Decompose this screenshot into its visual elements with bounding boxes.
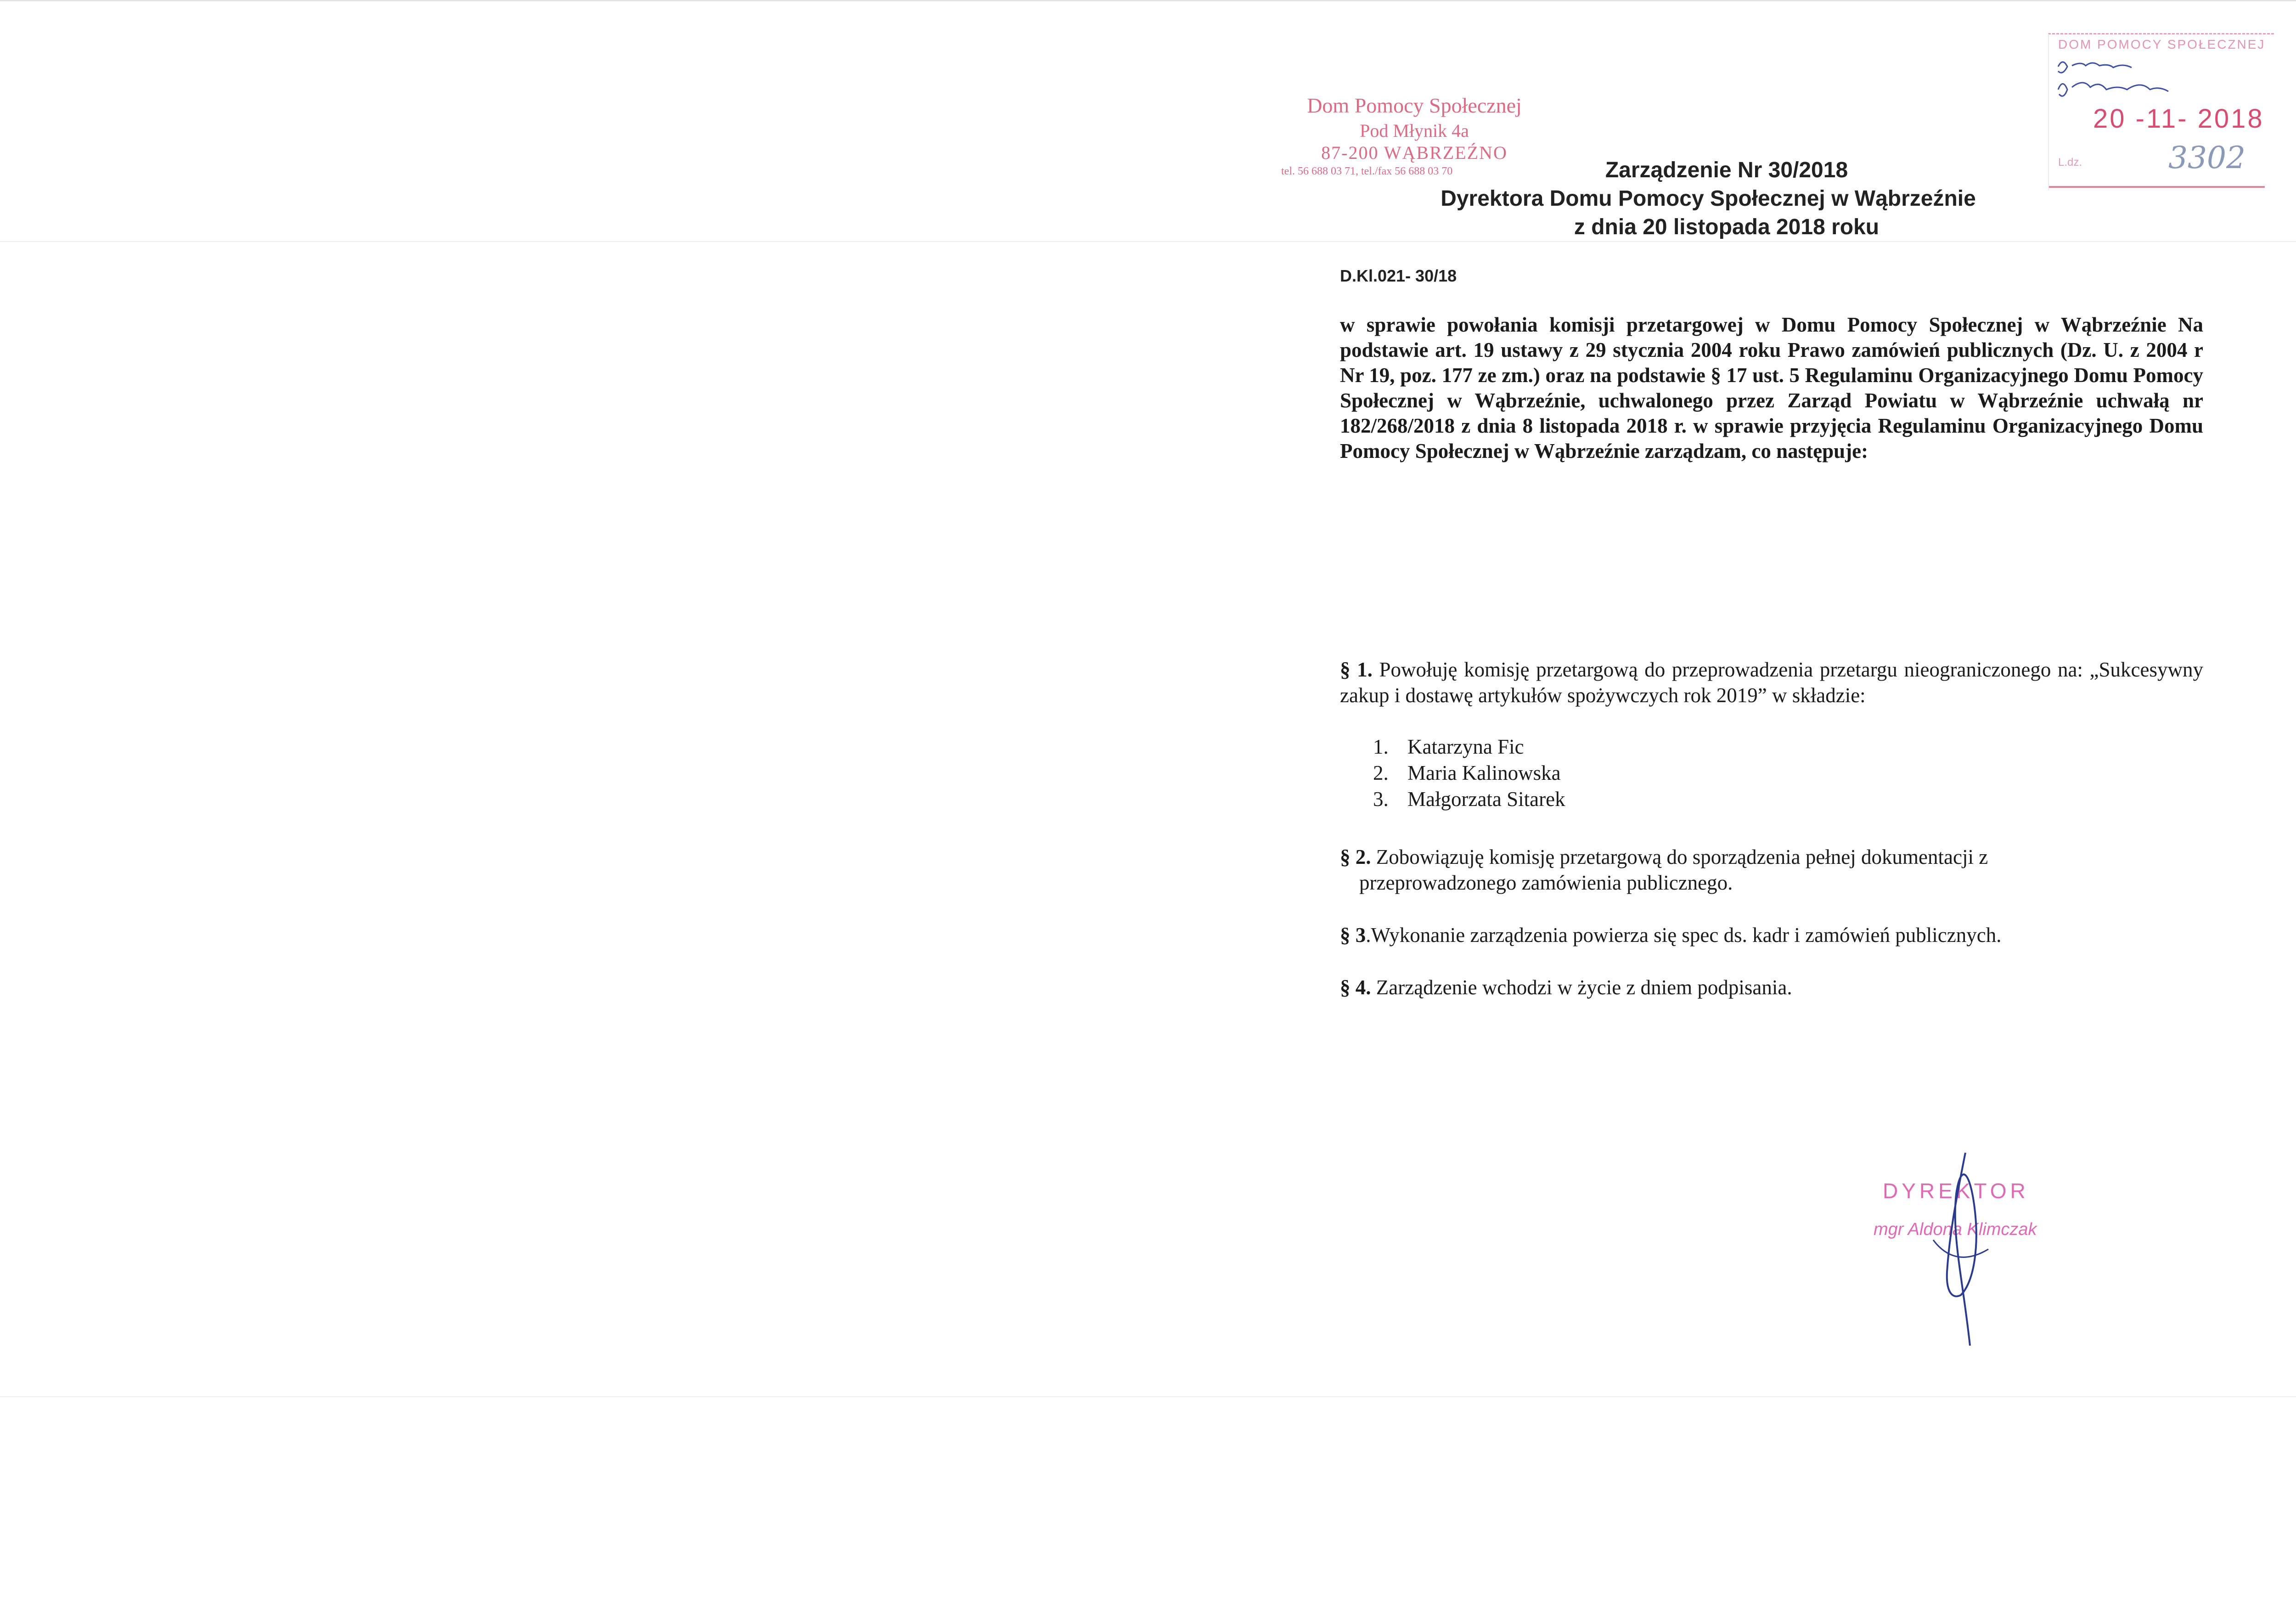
director-signature <box>1906 1144 2043 1355</box>
member-name: Katarzyna Fic <box>1407 735 1524 758</box>
document-issuer: Dyrektora Domu Pomocy Społecznej w Wąbrzeźnie <box>1441 186 1976 211</box>
section-2-continuation: przeprowadzonego zamówienia publicznego. <box>1359 871 1733 894</box>
sender-stamp-phone: tel. 56 688 03 71, tel./fax 56 688 03 70 <box>1281 165 1453 177</box>
member-number: 2. <box>1373 761 1389 784</box>
section-4 <box>1340 975 2203 1000</box>
director-stamp-title: DYREKTOR <box>1883 1179 2029 1203</box>
document-title: Zarządzenie Nr 30/2018 <box>1605 158 1848 182</box>
section-3-label: § 3 <box>1340 924 1366 947</box>
document-preamble: w sprawie powołania komisji przetargowej w Domu Pomocy Społecznej w Wąbrzeźnie Na podstawie art. 19 ustawy z 29 stycznia 2004 roku Prawo zamówień publicznych (Dz. U. z 2004 r Nr 19, poz. 177 ze zm.) oraz na podstawie § 17 ust. 5 Regulaminu Organizacyjnego Domu Pomocy Społecznej w Wąbrzeźnie, uchwalonego przez Zarząd Powiatu w Wąbrzeźnie uchwałą nr 182/268/2018 z dnia 8 listopada 2018 r. w sprawie przyjęcia Regulaminu Organizacyjnego Domu Pomocy Społecznej w Wąbrzeźnie zarządzam, co następuje: <box>1340 313 2203 462</box>
document-date: z dnia 20 listopada 2018 roku <box>1574 215 1880 239</box>
section-3 <box>1340 922 2203 948</box>
list-item <box>1373 734 1565 760</box>
received-stamp-underline <box>2049 186 2265 188</box>
sender-stamp-street: Pod Młynik 4a <box>1360 120 1469 141</box>
document-reference-number: D.Kl.021- 30/18 <box>1340 266 1457 285</box>
received-stamp-ldz-label: L.dz. <box>2058 156 2082 169</box>
scan-fold-line-bottom <box>0 1396 2296 1397</box>
received-stamp <box>2048 33 2274 191</box>
member-name: Maria Kalinowska <box>1407 761 1561 784</box>
section-2-text: Zobowiązuję komisję przetargową do sporządzenia pełnej dokumentacji z <box>1371 845 1988 868</box>
section-3-text: .Wykonanie zarządzenia powierza się spec ds. kadr i zamówień publicznych. <box>1366 924 2002 947</box>
section-2-label: § 2. <box>1340 845 1371 868</box>
section-4-text: Zarządzenie wchodzi w życie z dniem podpisania. <box>1371 976 1792 999</box>
received-stamp-number: 3302 <box>2168 140 2245 175</box>
sender-stamp-name: Dom Pomocy Społecznej <box>1307 94 1522 117</box>
received-stamp-org: DOM POMOCY SPOŁECZNEJ <box>2058 37 2266 51</box>
member-name: Małgorzata Sitarek <box>1407 788 1565 811</box>
received-stamp-date: 20 -11- 2018 <box>2093 104 2264 134</box>
member-number: 3. <box>1373 788 1389 811</box>
member-number: 1. <box>1373 735 1389 758</box>
received-stamp-initials <box>2054 53 2219 103</box>
list-item <box>1373 786 1565 812</box>
section-1-text: Powołuję komisję przetargową do przeprowadzenia przetargu nieograniczonego na: „Sukcesywny zakup i dostawę artykułów spożywczych rok 2019” w składzie: <box>1340 658 2203 707</box>
document-header <box>1441 156 2002 242</box>
section-2 <box>1340 844 2121 896</box>
list-item <box>1373 760 1565 786</box>
scan-edge-top <box>0 0 2296 1</box>
director-stamp-name: mgr Aldona Klimczak <box>1874 1220 2037 1239</box>
section-4-label: § 4. <box>1340 976 1371 999</box>
sender-stamp-city: 87-200 WĄBRZEŹNO <box>1321 142 1508 163</box>
committee-members-list <box>1373 734 1565 812</box>
section-1-label: § 1. <box>1340 658 1373 681</box>
section-1 <box>1340 657 2203 708</box>
